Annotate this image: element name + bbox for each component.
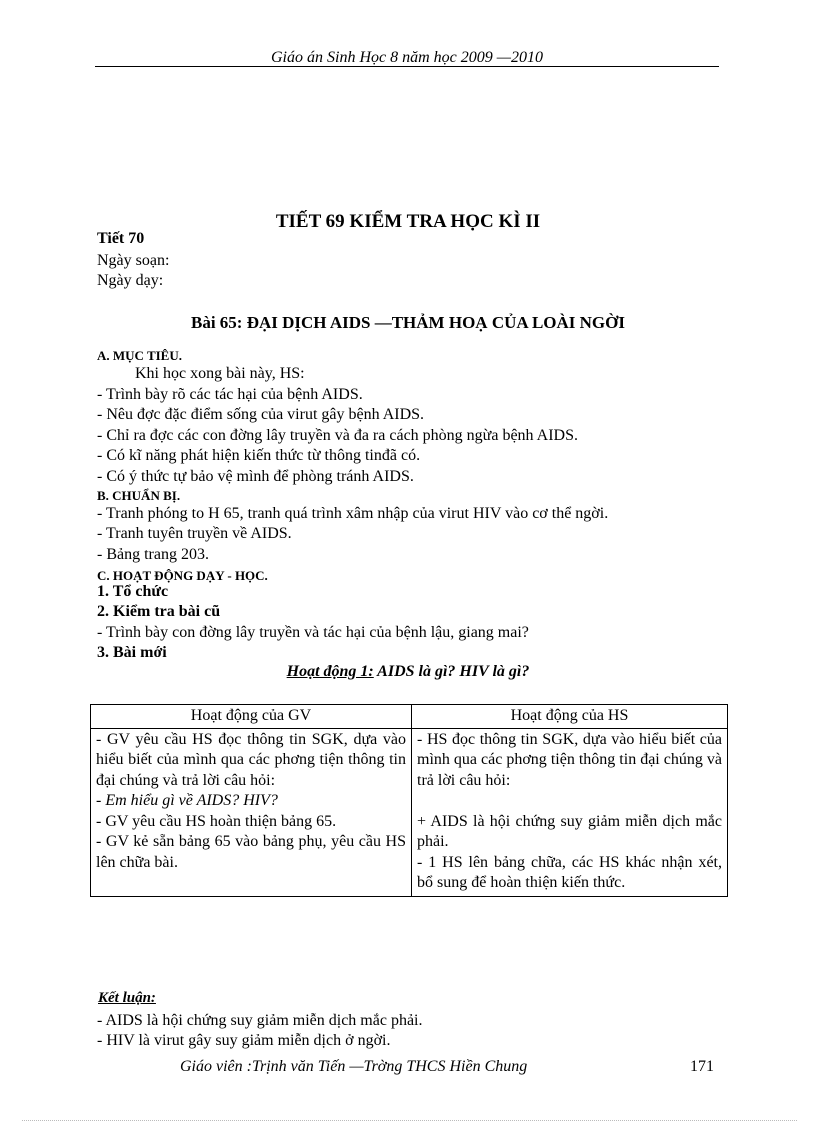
page-footer: Giáo viên :Trịnh văn Tiến —Trờng THCS Hiền Chung [180,1058,528,1075]
section-c-heading: C. HOẠT ĐỘNG DẠY - HỌC. [97,568,268,583]
teacher-activity: - GV yêu cầu HS hoàn thiện bảng 65. [96,812,337,830]
conclusion-heading: Kết luận: [98,990,156,1006]
prep-date-label: Ngày soạn: [97,252,170,269]
period-label: Tiết 70 [97,230,145,247]
objective-item: - Chỉ ra đợc các con đờng lây truyền và đa ra cách phòng ngừa bệnh AIDS. [97,427,578,444]
page-number: 171 [690,1058,714,1075]
objective-item: - Nêu đợc đặc điểm sống của virut gây bệnh AIDS. [97,406,425,423]
activity-heading [0,663,816,681]
student-activity: + AIDS là hội chứng suy giảm miễn dịch mắc phải. [417,812,722,850]
step-new-lesson: 3. Bài mới [97,644,167,661]
table-header-teacher: Hoạt động của GV [91,705,412,729]
teacher-activities-cell [91,728,412,896]
bottom-rule [22,1120,797,1121]
header-rule [95,66,719,67]
conclusion-item: - AIDS là hội chứng suy giảm miễn dịch mắc phải. [97,1012,423,1029]
teacher-activity: - GV kẻ sẵn bảng 65 vào bảng phụ, yêu cầu HS lên chữa bài. [96,833,406,871]
section-a-heading: A. MỤC TIÊU. [97,348,182,363]
section-b-heading: B. CHUẨN BỊ. [97,488,181,503]
spacer [417,791,722,812]
objective-item: - Có ý thức tự bảo vệ mình để phòng tránh AIDS. [97,468,414,485]
table-row [91,728,728,896]
objective-item: - Trình bày rõ các tác hại của bệnh AIDS. [97,386,363,403]
preparation-item: - Tranh tuyên truyền về AIDS. [97,525,292,542]
review-question: - Trình bày con đờng lây truyền và tác hại của bệnh lậu, giang mai? [97,624,529,641]
objective-item: - Có kĩ năng phát hiện kiến thức từ thông tinđã có. [97,447,421,464]
student-activity: - 1 HS lên bảng chữa, các HS khác nhận xét, bổ sung để hoàn thiện kiến thức. [417,853,722,891]
step-review: 2. Kiểm tra bài cũ [97,603,221,620]
page-header: Giáo án Sinh Học 8 năm học 2009 —2010 [271,49,543,66]
teach-date-label: Ngày dạy: [97,272,164,289]
table-header-student: Hoạt động của HS [412,705,728,729]
activity-label: Hoạt động 1: [286,663,374,680]
preparation-item: - Bảng trang 203. [97,546,209,563]
activity-table [90,704,728,897]
teacher-activity: - GV yêu cầu HS đọc thông tin SGK, dựa vào hiểu biết của mình qua các phơng tiện thông tin đại chúng và trả lời câu hỏi: [96,730,406,789]
page-title: TIẾT 69 KIỂM TRA HỌC KÌ II [275,211,541,232]
activity-text: AIDS là gì? HIV là gì? [373,663,530,680]
preparation-item: - Tranh phóng to H 65, tranh quá trình xâm nhập của virut HIV vào cơ thể ngời. [97,505,609,522]
table-header-row [91,705,728,729]
student-activity: - HS đọc thông tin SGK, dựa vào hiểu biết của mình qua các phơng tiện thông tin đại chúng và trả lời câu hỏi: [417,730,722,789]
lesson-title: Bài 65: ĐẠI DỊCH AIDS —THẢM HOẠ CỦA LOÀI NGỜI [190,313,625,332]
step-organization: 1. Tổ chức [97,583,169,600]
student-activities-cell [412,728,728,896]
section-a-intro: Khi học xong bài này, HS: [135,365,305,382]
teacher-activity-question: - Em hiểu gì về AIDS? HIV? [96,792,278,809]
conclusion-item: - HIV là virut gây suy giảm miễn dịch ở ngời. [97,1032,391,1049]
